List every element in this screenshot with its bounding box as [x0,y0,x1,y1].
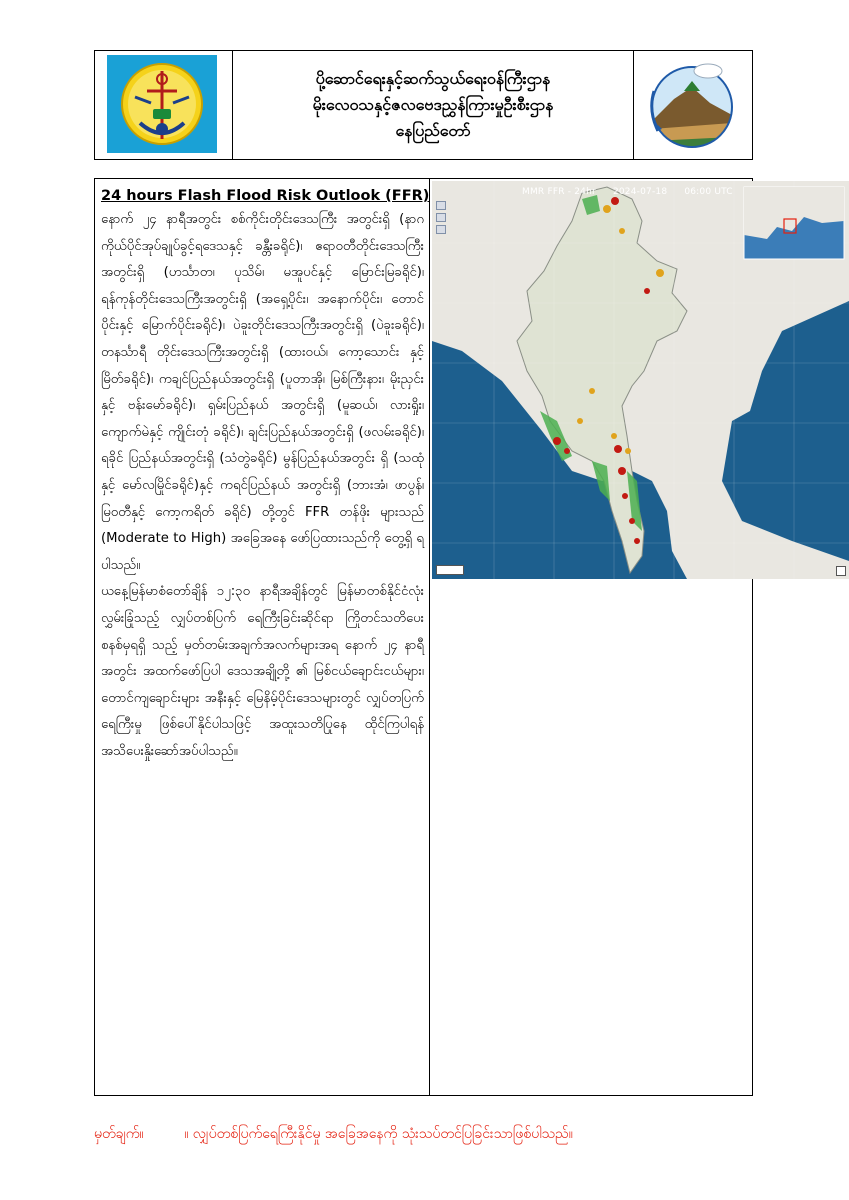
map-time: 06:00 UTC [684,187,733,197]
zoom-in-button[interactable] [436,201,446,210]
map-date: 2024-07-18 [612,187,668,197]
zoom-out-button[interactable] [436,225,446,234]
right-logo-cell [633,51,752,159]
header-title-block [233,51,633,159]
content-table [94,178,753,1096]
section-title: 24 hours Flash Flood Risk Outlook (FFR) [101,188,430,204]
footer-text: ။ လျှပ်တစ်ပြက်ရေကြီးနိုင်မှု အခြေအနေကို သုံးသပ်တင်ပြခြင်းသာဖြစ်ပါသည်။ [184,1126,573,1142]
risk-outlook-paragraph: နောက် ၂၄ နာရီအတွင်း စစ်ကိုင်းတိုင်းဒေသကြီး အတွင်းရှိ (နာဂကိုယ်ပိုင်အုပ်ချုပ်ခွင့်ရဒေသနှင့် ခန္တီးခရိုင်)၊ ဧရာဝတီတိုင်းဒေသကြီးအတွင်းရှိ (ဟင်္သာတ၊ ပုသိမ်၊ မအူပင်နှင့် မြောင်းမြခရိုင်)၊ ရန်ကုန်တိုင်းဒေသကြီးအတွင်းရှိ (အရှေ့ပိုင်း၊ အနောက်ပိုင်း၊ တောင်ပိုင်းနှင့် မြောက်ပိုင်းခရိုင်)၊ ပဲခူးတိုင်းဒေသကြီးအတွင်းရှိ (ပဲခူးခရိုင်)၊ တနင်္သာရီ တိုင်းဒေသကြီးအတွင်းရှိ (ထားဝယ်၊ ကော့သောင်း နှင့် မြိတ်ခရိုင်)၊ ကချင်ပြည်နယ်အတွင်းရှိ (ပူတာအို၊ မြစ်ကြီးနား၊ မိုးညှင်းနှင့် ဗန်းမော်ခရိုင်)၊ ရှမ်းပြည်နယ် အတွင်းရှိ (မူဆယ်၊ လားရှိုး၊ ကျောက်မဲနှင့် ကျိုင်းတုံ ခရိုင်)၊ ချင်းပြည်နယ်အတွင်းရှိ (ဖလမ်းခရိုင်)၊ ရခိုင် ပြည်နယ်အတွင်းရှိ (သံတွဲခရိုင်) မွန်ပြည်နယ်အတွင်း ရှိ (သထုံနှင့် မော်လမြိုင်ခရိုင်)နှင့် ကရင်ပြည်နယ် အတွင်းရှိ (ဘားအံ၊ ဖာပွန်၊ မြဝတီနှင့် ကော့ကရိတ် ခရိုင်) တို့တွင် FFR တန်ဖိုး များသည် (Moderate to High) အခြေအနေ ဖော်ပြထားသည်ကို တွေ့ရှိ ရပါသည်။ [101,212,424,573]
map-title: MMR FFR - 24hr [522,187,596,197]
header-table [94,50,753,160]
footer-label: မှတ်ချက်။ [94,1126,144,1142]
fullscreen-icon[interactable] [836,566,846,576]
map-column [430,179,752,1095]
map-zoom-controls[interactable] [436,201,446,234]
zoom-slider[interactable] [436,213,446,222]
department-emblem-logo [95,51,229,157]
warning-paragraph: ယနေ့မြန်မာစံတော်ချိန် ၁၂:၃၀ နာရီအချိန်တွင် မြန်မာတစ်နိုင်ငံလုံးလွှမ်းခြုံသည့် လျှပ်တစ်ပြက် ရေကြီးခြင်းဆိုင်ရာ ကြိုတင်သတိပေးစနစ်မှရရှိ သည့် မှတ်တမ်းအချက်အလက်များအရ နောက် ၂၄ နာရီအတွင်း အထက်ဖော်ပြပါ ဒေသအချို့တို့ ၏ မြစ်ငယ်ချောင်းငယ်များ၊ တောင်ကျချောင်းများ အနီးနှင့် မြေနိမ့်ပိုင်းဒေသများတွင် လျှပ်တပြက် ရေကြီးမှု ဖြစ်ပေါ်နိုင်ပါသဖြင့် အထူးသတိပြုနေ ထိုင်ကြပါရန် အသိပေးနှိုးဆော်အပ်ပါသည်။ [101,584,424,759]
map-scale-bar [436,565,464,575]
map-caption [522,187,747,197]
city-title: နေပြည်တော် [395,121,471,140]
footer-note [94,1124,573,1145]
text-column [95,179,430,1095]
ministry-title: ပို့ဆောင်ရေးနှင့်ဆက်သွယ်ရေးဝန်ကြီးဌာန [315,69,551,88]
hydrological-cycle-logo [634,51,750,157]
department-title: မိုးလေဝသနှင့်ဇလဗေဒညွှန်ကြားမှုဦးစီးဌာန [312,95,554,114]
ffr-map-canvas [432,181,849,579]
left-logo-cell [95,51,233,159]
inset-map [744,187,844,259]
ffr-map [432,181,849,579]
